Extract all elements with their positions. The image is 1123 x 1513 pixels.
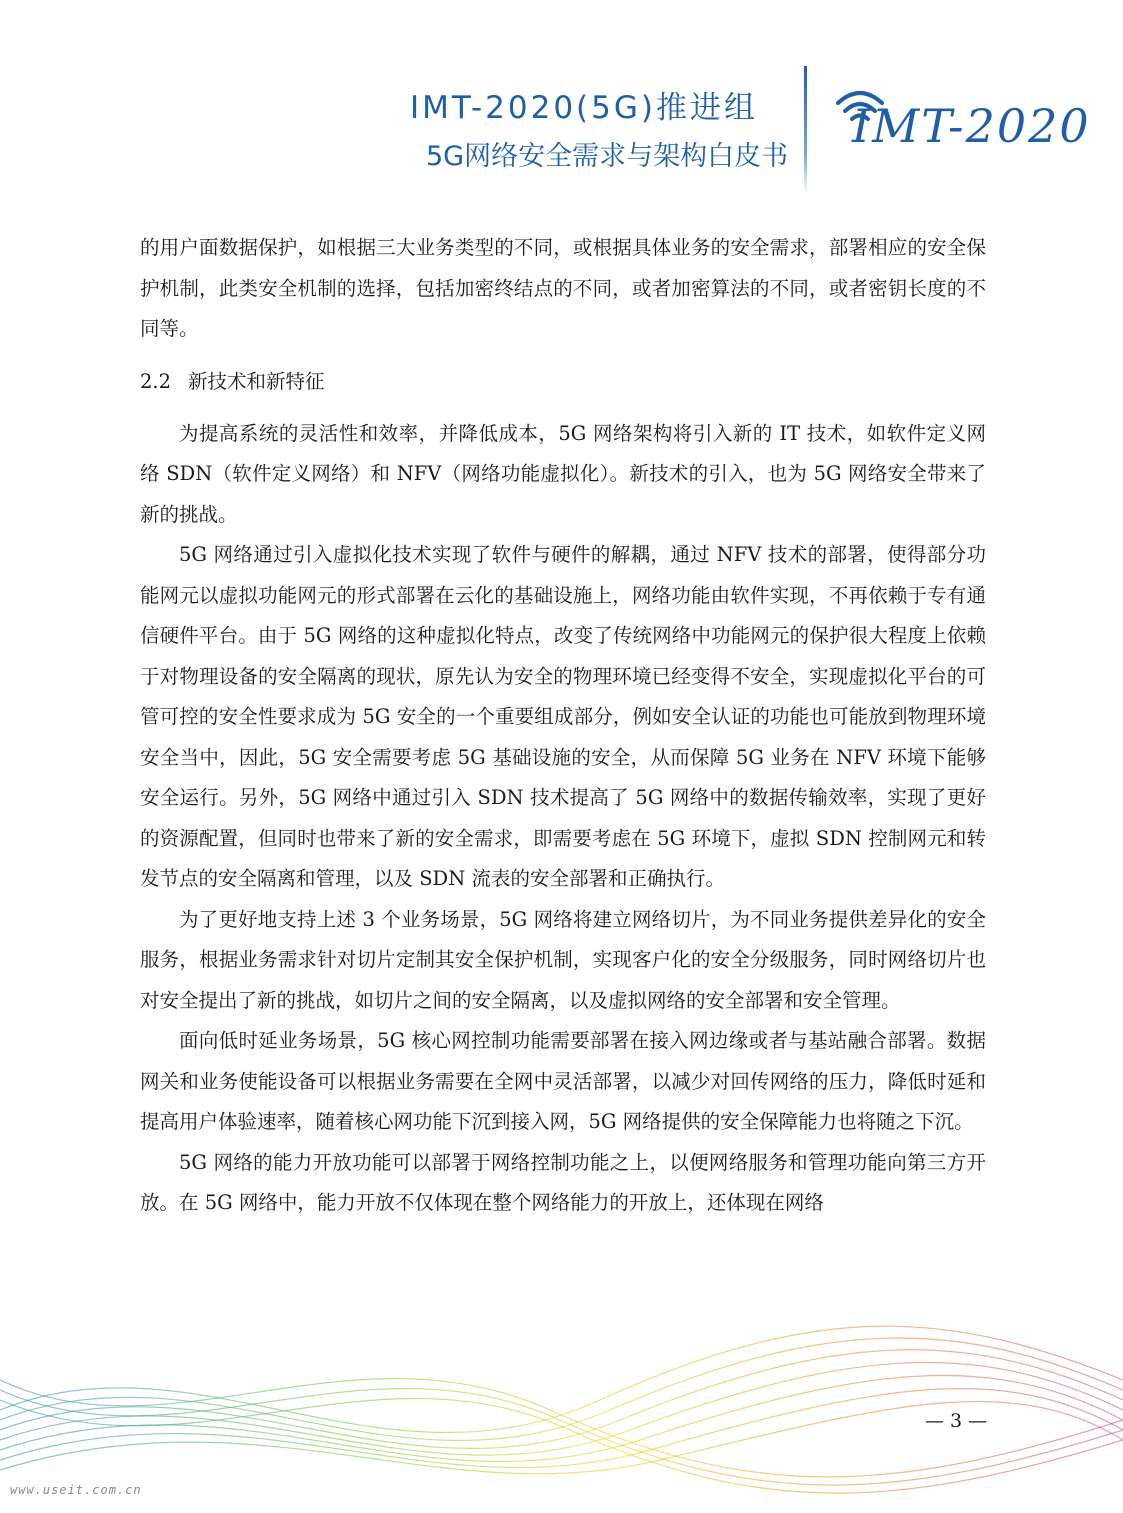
watermark-url: www.useit.com.cn <box>10 1483 142 1497</box>
page-number: — 3 — <box>925 1410 988 1432</box>
body-paragraph: 5G 网络通过引入虚拟化技术实现了软件与硬件的解耦，通过 NFV 技术的部署，使得部分功能网元以虚拟功能网元的形式部署在云化的基础设施上，网络功能由软件实现，不再依赖于专有通信硬件平台。由于 5G 网络的这种虚拟化特点，改变了传统网络中功能网元的保护很大程度上依赖于对物理设备的安全隔离的现状，原先认为安全的物理环境已经变得不安全，实现虚拟化平台的可管可控的安全性要求成为 5G 安全的一个重要组成部分，例如安全认证的功能也可能放到物理环境安全当中，因此，5G 安全需要考虑 5G 基础设施的安全，从而保障 5G 业务在 NFV 环境下能够安全运行。另外，5G 网络中通过引入 SDN 技术提高了 5G 网络中的数据传输效率，实现了更好的资源配置，但同时也带来了新的安全需求，即需要考虑在 5G 环境下，虚拟 SDN 控制网元和转发节点的安全隔离和管理，以及 SDN 流表的安全部署和正确执行。 <box>140 543 987 890</box>
decorative-waves <box>0 1270 1123 1513</box>
section-heading <box>140 362 986 402</box>
org-title: IMT-2020(5G)推进组 <box>410 90 758 126</box>
body-paragraph: 为了更好地支持上述 3 个业务场景，5G 网络将建立网络切片，为不同业务提供差异化的安全服务，根据业务需求针对切片定制其安全保护机制，实现客户化的安全分级服务，同时网络切片也对安全提出了新的挑战，如切片之间的安全隔离，以及虚拟网络的安全部署和安全管理。 <box>140 907 986 1012</box>
body-paragraph: 5G 网络的能力开放功能可以部署于网络控制功能之上，以便网络服务和管理功能向第三方开放。在 5G 网络中，能力开放不仅体现在整个网络能力的开放上，还体现在网络 <box>140 1150 986 1214</box>
header-divider <box>804 66 807 194</box>
intro-paragraph: 的用户面数据保护，如根据三大业务类型的不同，或根据具体业务的安全需求，部署相应的安全保护机制，此类安全机制的选择，包括加密终结点的不同，或者加密算法的不同，或者密钥长度的不同等。 <box>140 236 986 340</box>
doc-title: 5G网络安全需求与架构白皮书 <box>426 141 789 172</box>
section-number: 2.2 <box>140 369 172 393</box>
body-paragraph: 为提高系统的灵活性和效率，并降低成本，5G 网络架构将引入新的 IT 技术，如软件定义网络 SDN（软件定义网络）和 NFV（网络功能虚拟化）。新技术的引入，也为 5G 网络安全带来了新的挑战。 <box>140 421 986 526</box>
logo-text: IMT-2020 <box>852 99 1091 153</box>
section-title: 新技术和新特征 <box>188 369 325 393</box>
imt-2020-logo <box>830 85 1091 165</box>
body-paragraph: 面向低时延业务场景，5G 核心网控制功能需要部署在接入网边缘或者与基站融合部署。数据网关和业务使能设备可以根据业务需要在全网中灵活部署，以减少对回传网络的压力，降低时延和提高用户体验速率，随着核心网功能下沉到接入网，5G 网络提供的安全保障能力也将随之下沉。 <box>140 1029 986 1133</box>
page-body <box>140 228 986 1224</box>
